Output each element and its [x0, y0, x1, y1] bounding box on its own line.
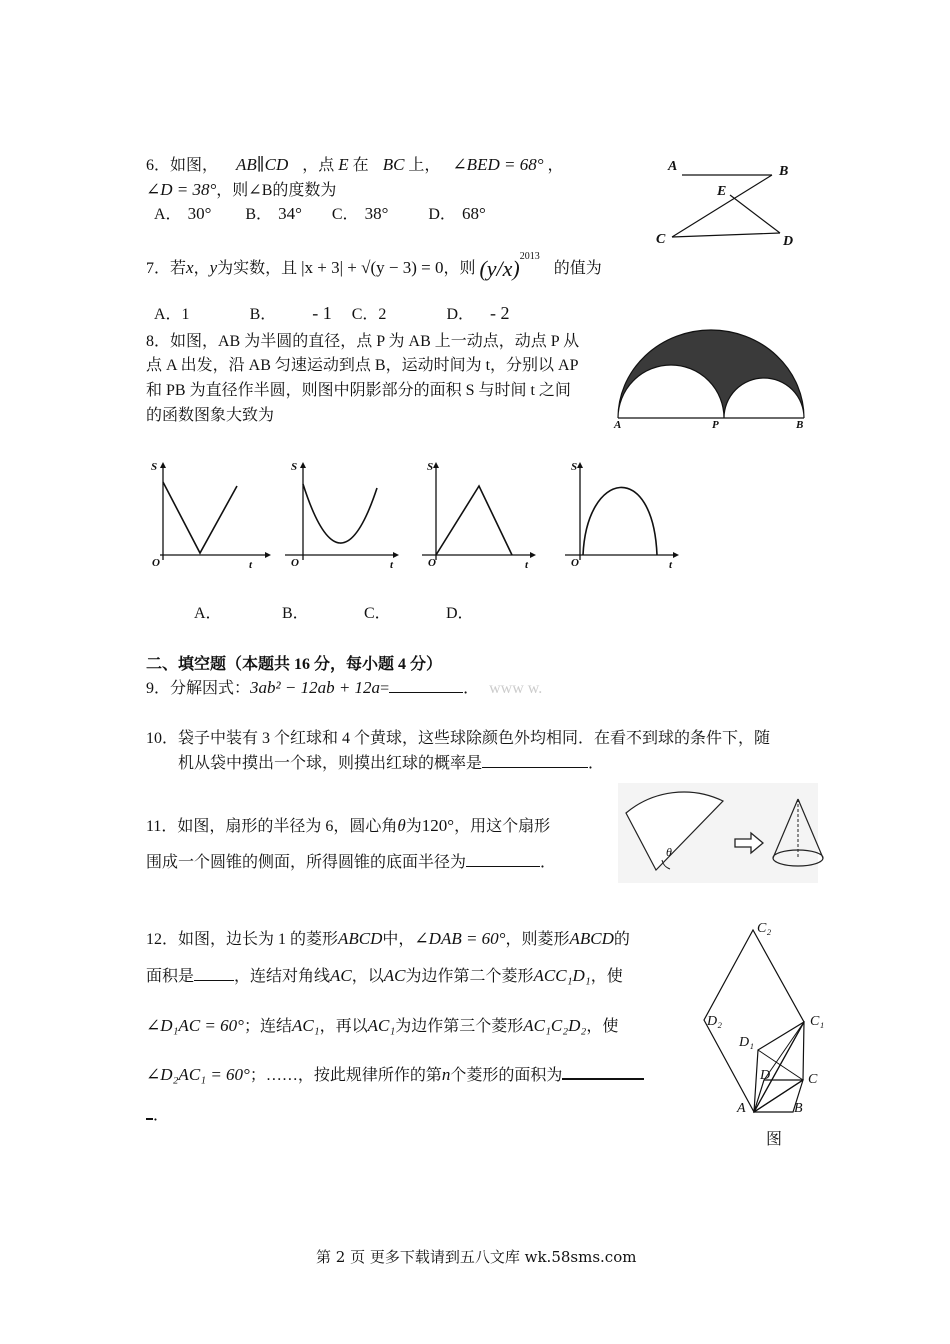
q12-abcd-2: ABCD: [569, 929, 614, 948]
q12-end: ．: [153, 1107, 170, 1124]
graph-d-origin: O: [571, 557, 579, 569]
q7-text: ，: [193, 260, 210, 277]
q7-text: 为实数，且: [217, 260, 298, 277]
q12-text: 为边作第二个菱形: [405, 968, 534, 985]
q6-number: 6．如图，: [146, 157, 219, 174]
q12-text: 的: [613, 931, 630, 948]
q10-end: ．: [588, 755, 605, 772]
q10-text: 机从袋中摸出一个球，则摸出红球的概率是: [178, 755, 483, 772]
q12-n: n: [441, 1065, 451, 1084]
q8-graph-d: [565, 460, 690, 575]
q8-fig-label-p: P: [712, 419, 719, 431]
q11-angle: 120°: [421, 816, 455, 835]
q12-text: ，以: [351, 968, 384, 985]
q7-var-x: x: [186, 258, 194, 277]
q12-line5: [146, 1102, 169, 1125]
q7-option-c: C．2: [351, 306, 387, 323]
q6-option-a-label: A．: [154, 206, 182, 223]
q7-text: ，则: [443, 260, 476, 277]
q6-fig-label-d: D: [783, 234, 794, 249]
q9-eq: =: [380, 680, 390, 697]
q7-option-d-label: D．: [446, 306, 474, 323]
q11-text: 为: [405, 818, 422, 835]
q7-option-a: A．1: [154, 306, 190, 323]
q11-theta: θ: [397, 816, 406, 835]
q7-expression: |x + 3| + √(y − 3) = 0: [301, 258, 444, 277]
q12-text: ，使: [586, 1018, 619, 1035]
q9-line: [146, 675, 542, 698]
q12-acc1d1: ACC₁D₁: [533, 966, 591, 985]
q12-text: ，连结对角线: [234, 968, 331, 985]
graph-a-t-label: t: [249, 559, 253, 571]
q12-text: ，再以: [319, 1018, 368, 1035]
q12-ac: AC: [330, 966, 352, 985]
q6-options: [154, 201, 486, 224]
q6-angle-d: ∠D = 38°: [146, 180, 217, 199]
q6-text: ，点: [302, 157, 335, 174]
q12-ac1-2: AC₁: [367, 1016, 396, 1035]
graph-c-origin: O: [428, 557, 436, 569]
q8-option-d: D．: [446, 605, 474, 622]
q7-option-b-label: B．: [249, 306, 277, 323]
q12-angle-dab: ∠DAB = 60°: [414, 929, 506, 948]
graph-d-s-label: S: [571, 461, 578, 473]
graph-b-s-label: S: [291, 461, 298, 473]
q11-line2: [146, 849, 556, 872]
page-footer: 第 2 页 更多下载请到五八文库 wk.58sms.com: [316, 1248, 637, 1266]
q8-graph-a: [145, 460, 270, 575]
q11-fig-theta: θ: [666, 845, 672, 859]
q11-line1: [146, 813, 550, 836]
q12-text: ，使: [590, 968, 623, 985]
q9-answer-blank: [389, 678, 463, 693]
q7-var-y: y: [209, 258, 218, 277]
q7-line: [146, 251, 602, 282]
q9-expression: 3ab² − 12ab + 12a: [250, 678, 381, 697]
q8-line3: 和 PB 为直径作半圆，则图中阴影部分的面积 S 与时间 t 之间: [146, 382, 571, 399]
q12-text: ；连结: [243, 1018, 292, 1035]
graph-d-t-label: t: [669, 559, 673, 571]
graph-b-origin: O: [291, 557, 299, 569]
graph-c-s-label: S: [427, 461, 434, 473]
q8-line2: 点 A 出发，沿 AB 匀速运动到点 B，运动时间为 t，分别以 AP: [146, 357, 579, 374]
q6-fig-label-b: B: [779, 164, 789, 179]
q12-text: 为边作第三个菱形: [395, 1018, 524, 1035]
q8-semicircle-figure: [615, 330, 810, 430]
q6-text: ，则∠B的度数为: [216, 182, 337, 199]
q6-text: 在: [352, 157, 369, 174]
q6-fig-label-c: C: [656, 232, 666, 247]
q12-fig-label-b: B: [794, 1101, 803, 1116]
q11-figure: [618, 783, 818, 883]
q12-line2: [146, 963, 623, 986]
q11-text: ，用这个扇形: [454, 818, 551, 835]
q12-abcd: ABCD: [338, 929, 383, 948]
q8-line1: 8．如图，AB 为半圆的直径，点 P 为 AB 上一动点，动点 P 从: [146, 333, 580, 350]
q6-fig-label-a: A: [668, 159, 678, 174]
q6-option-d-label: D．: [428, 206, 456, 223]
q6-option-d-value: 68°: [461, 204, 486, 223]
q12-angle-d2ac1: ∠D₂AC₁ = 60°: [146, 1065, 250, 1084]
q7-options: [154, 301, 510, 324]
q12-line1: [146, 926, 630, 949]
q6-line1: [146, 152, 564, 175]
q8-fig-label-a: A: [614, 419, 622, 431]
q6-option-c-value: 38°: [364, 204, 389, 223]
q9-faint-watermark: www w.: [489, 680, 543, 697]
q10-line2: [178, 750, 604, 773]
graph-a-s-label: S: [151, 461, 158, 473]
q6-angle-bed: ∠BED = 68°: [452, 155, 544, 174]
q12-line3: [146, 1013, 618, 1036]
q12-text: ，则菱形: [505, 931, 570, 948]
q12-ac1c2d2: AC₁C₂D₂: [523, 1016, 587, 1035]
q8-option-b: B．: [282, 605, 309, 622]
graph-c-t-label: t: [525, 559, 529, 571]
q8-option-c: C．: [364, 605, 391, 622]
q12-answer-blank: [562, 1064, 644, 1080]
q6-bc: BC: [382, 155, 405, 174]
q8-graph-b: [285, 460, 410, 575]
q7-text: 的值为: [553, 260, 602, 277]
section-2-title: 二、填空题（本题共 16 分，每小题 4 分）: [146, 656, 443, 673]
q6-option-b-label: B．: [245, 206, 273, 223]
graph-a-origin: O: [152, 557, 160, 569]
q10-answer-blank: [482, 753, 588, 768]
q12-fig-label-a: A: [737, 1101, 746, 1116]
q11-answer-blank: [466, 852, 540, 867]
q11-text: 围成一个圆锥的侧面，所得圆锥的底面半径为: [146, 854, 467, 871]
q12-text: 12．如图，边长为 1 的菱形: [146, 931, 339, 948]
q8-graph-c: [422, 460, 547, 575]
q12-fig-label-d2: D₂: [707, 1014, 722, 1029]
q12-text: 个菱形的面积为: [450, 1067, 563, 1084]
q11-end: ．: [540, 854, 557, 871]
q6-line2: [146, 177, 336, 200]
q8-fig-label-b: B: [796, 419, 804, 431]
q12-angle-d1ac: ∠D₁AC = 60°: [146, 1016, 244, 1035]
q6-fig-label-e: E: [717, 184, 727, 199]
q7-option-d-value: - 2: [490, 303, 510, 323]
q12-text: 面积是: [146, 968, 195, 985]
q7-exponent: 2013: [519, 251, 540, 262]
q9-number: 9．分解因式：: [146, 680, 251, 697]
graph-b-t-label: t: [390, 559, 394, 571]
q6-ab-cd: AB∥CD: [236, 155, 289, 174]
q12-text: ；……，按此规律所作的第: [249, 1067, 442, 1084]
q6-option-c-label: C．: [331, 206, 359, 223]
q12-ac-2: AC: [383, 966, 406, 985]
q12-fig-label-d1: D₁: [739, 1035, 754, 1050]
q8-line4: 的函数图象大致为: [146, 407, 275, 424]
q12-fig-label-d: D: [760, 1068, 771, 1083]
q6-point-e: E: [338, 155, 349, 174]
q9-end: ．: [463, 680, 480, 697]
q7-power-base: (y/x): [479, 256, 520, 281]
q12-ac1: AC₁: [291, 1016, 320, 1035]
q7-number: 7．若: [146, 260, 187, 277]
q8-option-a: A．: [194, 605, 222, 622]
q11-text: 11．如图，扇形的半径为 6，圆心角: [146, 818, 398, 835]
q6-text: 上，: [408, 157, 441, 174]
q12-answer-blank-cont: [146, 1104, 153, 1120]
q7-option-b-value: - 1: [312, 303, 332, 323]
q6-option-a-value: 30°: [187, 204, 212, 223]
q12-fig-caption: 图: [766, 1131, 783, 1148]
q12-fig-label-c2: C₂: [757, 921, 772, 936]
q6-option-b-value: 34°: [278, 204, 302, 223]
q12-fig-label-c: C: [808, 1072, 818, 1087]
q10-line1: 10．袋子中装有 3 个红球和 4 个黄球，这些球除颜色外均相同．在看不到球的条件下，随: [146, 730, 771, 747]
q6-text: ，: [547, 157, 564, 174]
q12-area-blank: [194, 966, 234, 981]
q12-line4: [146, 1062, 644, 1085]
q12-text: 中，: [382, 931, 415, 948]
q12-fig-label-c1: C₁: [810, 1014, 825, 1029]
